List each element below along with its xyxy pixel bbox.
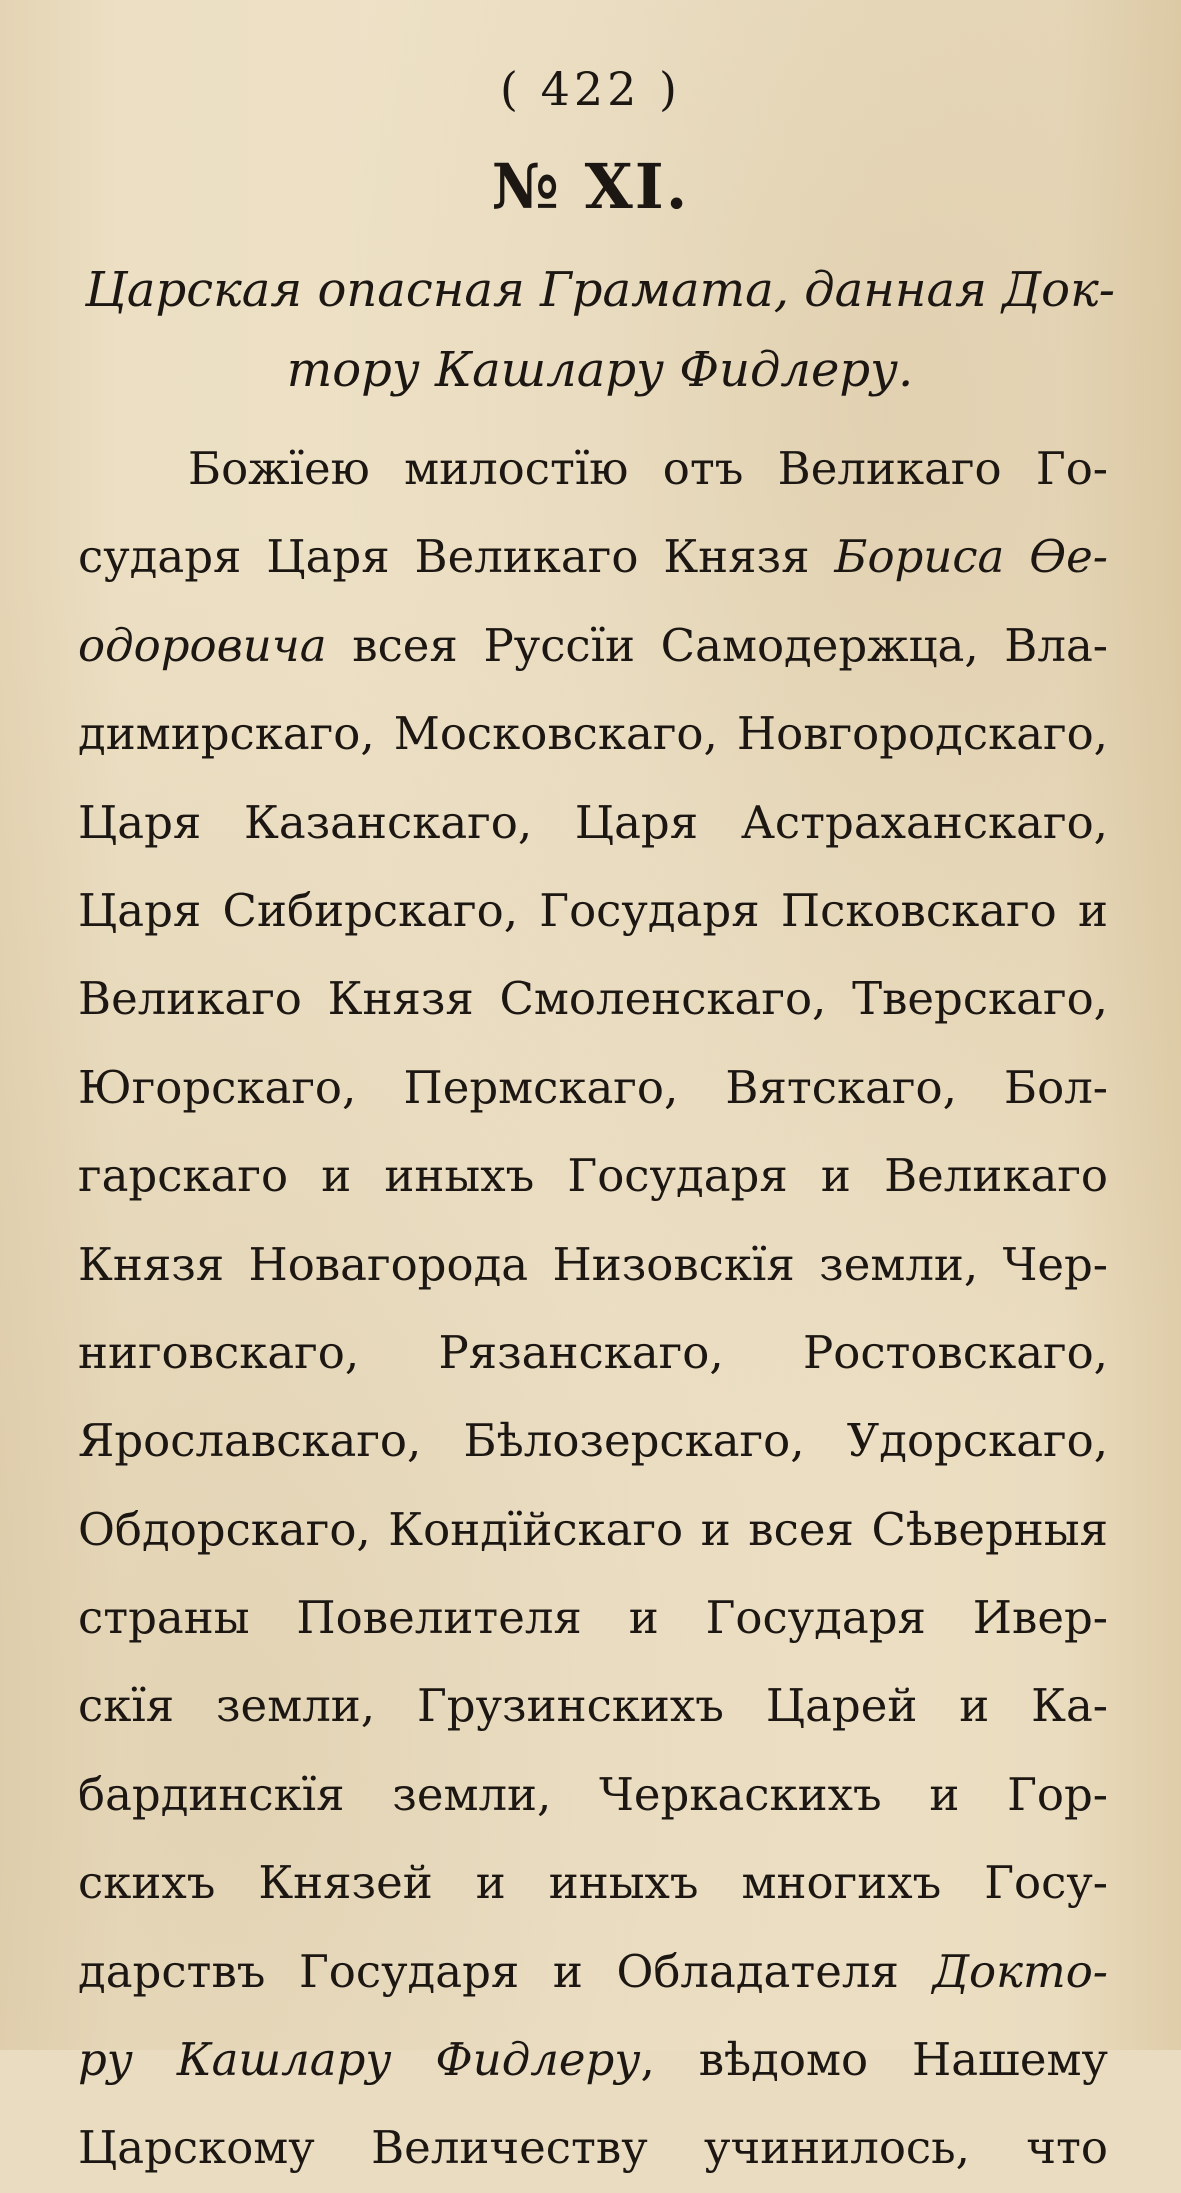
text-line bbox=[78, 1309, 1108, 1397]
body-text bbox=[78, 425, 1108, 2193]
text-line bbox=[78, 1044, 1108, 1132]
text-segment: Великаго Князя Смоленскаго, Тверскаго, bbox=[78, 972, 1108, 1026]
text-segment: сударя Царя Великаго Князя bbox=[78, 530, 835, 584]
text-segment: Князя Новагорода Низовскїя земли, Чер- bbox=[78, 1237, 1108, 1291]
text-segment: Ярославскаго, Бѣлозерскаго, Удорскаго, bbox=[78, 1414, 1108, 1468]
text-line bbox=[78, 1221, 1108, 1309]
text-line bbox=[78, 779, 1108, 867]
text-segment: гарскаго и иныхъ Государя и Великаго bbox=[78, 1149, 1108, 1203]
text-line bbox=[78, 1132, 1108, 1220]
italic-segment: одоровича bbox=[78, 618, 327, 672]
text-segment: Царя Казанскаго, Царя Астраханскаго, bbox=[78, 795, 1108, 849]
text-line bbox=[78, 1751, 1108, 1839]
text-line bbox=[78, 867, 1108, 955]
text-segment: димирскаго, Московскаго, Новгородскаго, bbox=[78, 707, 1108, 761]
document-title bbox=[80, 250, 1120, 410]
text-segment: бардинскїя земли, Черкаскихъ и Гор- bbox=[78, 1767, 1108, 1821]
text-line bbox=[78, 425, 1108, 513]
text-line bbox=[78, 513, 1108, 601]
document-number: № XI. bbox=[491, 150, 690, 223]
text-line bbox=[78, 955, 1108, 1043]
page-number: ( 422 ) bbox=[500, 62, 681, 116]
text-line bbox=[78, 1839, 1108, 1927]
text-segment: скихъ Князей и иныхъ многихъ Госу- bbox=[78, 1856, 1108, 1910]
text-segment: Царя Сибирскаго, Государя Псковскаго и bbox=[78, 883, 1108, 937]
text-line bbox=[78, 690, 1108, 778]
text-line bbox=[78, 1397, 1108, 1485]
italic-segment: ру Кашлару Фидлеру bbox=[78, 2033, 641, 2087]
text-segment: Божїею милостїю отъ Великаго Го- bbox=[188, 442, 1108, 495]
text-line bbox=[78, 1928, 1108, 2016]
text-segment: скїя земли, Грузинскихъ Царей и Ка- bbox=[78, 1679, 1108, 1733]
text-line bbox=[78, 2016, 1108, 2104]
text-line bbox=[78, 1574, 1108, 1662]
text-line bbox=[78, 1486, 1108, 1574]
text-line bbox=[78, 1662, 1108, 1750]
text-segment: Югорскаго, Пермскаго, Вятскаго, Бол- bbox=[78, 1060, 1108, 1114]
title-line: Царская опасная Грамата, данная Док- bbox=[85, 262, 1115, 318]
text-segment: , вѣдомо Нашему bbox=[640, 2033, 1108, 2087]
text-line bbox=[78, 2104, 1108, 2192]
text-segment: ниговскаго, Рязанскаго, Ростовскаго, bbox=[78, 1325, 1108, 1379]
text-segment: Обдорскаго, Кондїйскаго и всея Сѣверныя bbox=[78, 1502, 1108, 1556]
text-segment: всея Руссїи Самодержца, Вла- bbox=[326, 618, 1108, 672]
title-line: тору Кашлару Фидлеру. bbox=[286, 342, 914, 398]
italic-segment: Докто- bbox=[932, 1944, 1108, 1998]
text-segment: страны Повелителя и Государя Ивер- bbox=[78, 1591, 1108, 1645]
italic-segment: Бориса Ѳе- bbox=[834, 530, 1108, 584]
text-segment: дарствъ Государя и Обладателя bbox=[78, 1944, 933, 1998]
text-segment: Царскому Величеству учинилось, что bbox=[78, 2121, 1108, 2175]
text-line bbox=[78, 602, 1108, 690]
